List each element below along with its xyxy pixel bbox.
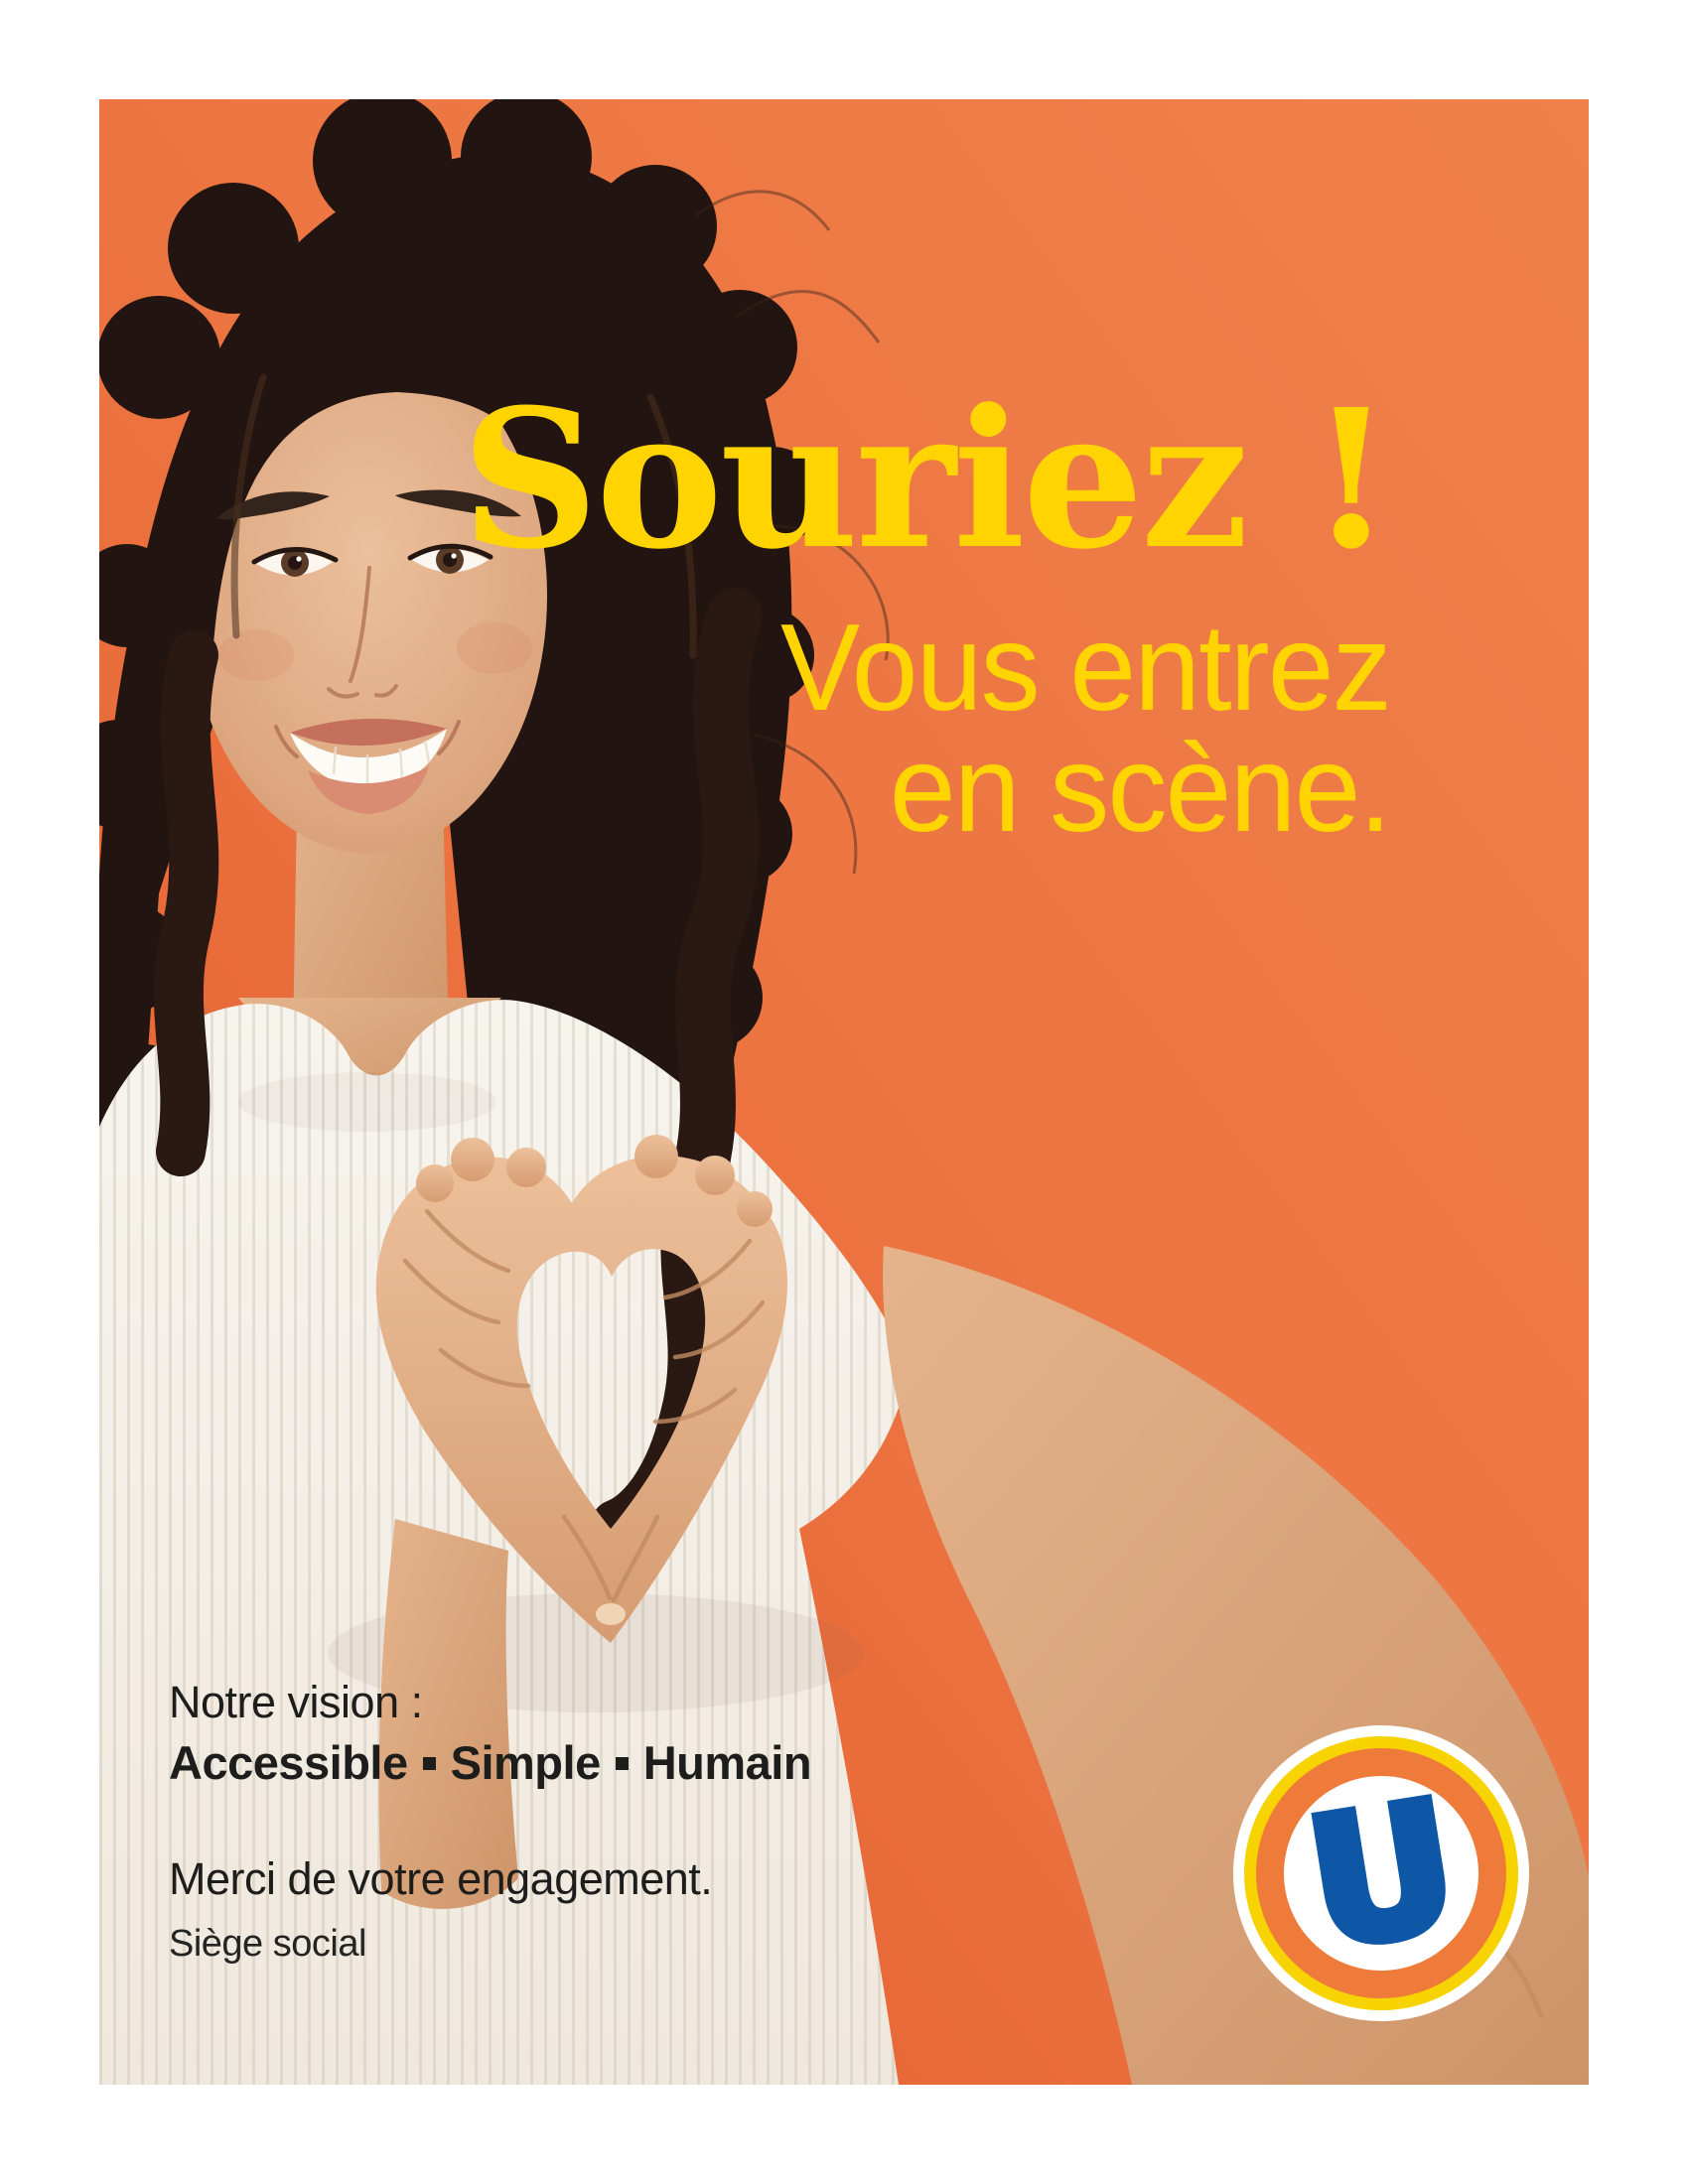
subheadline-line2: en scène. xyxy=(889,721,1390,858)
vision-value-humain: Humain xyxy=(642,1736,812,1789)
u-logo-letter: U xyxy=(1296,1764,1470,1987)
u-logo xyxy=(1231,1723,1531,2023)
bullet-separator-icon xyxy=(423,1757,436,1770)
bullet-separator-icon xyxy=(616,1757,629,1770)
vision-values xyxy=(169,1737,811,1789)
signature-text: Siège social xyxy=(169,1923,366,1965)
vision-value-simple: Simple xyxy=(450,1736,601,1789)
thanks-text: Merci de votre engagement. xyxy=(169,1853,713,1904)
vision-value-accessible: Accessible xyxy=(169,1736,408,1789)
subheadline xyxy=(780,600,1390,858)
subheadline-line1: Vous entrez xyxy=(780,600,1390,737)
headline: Souriez ! xyxy=(461,368,1390,592)
vision-label: Notre vision : xyxy=(169,1677,423,1727)
